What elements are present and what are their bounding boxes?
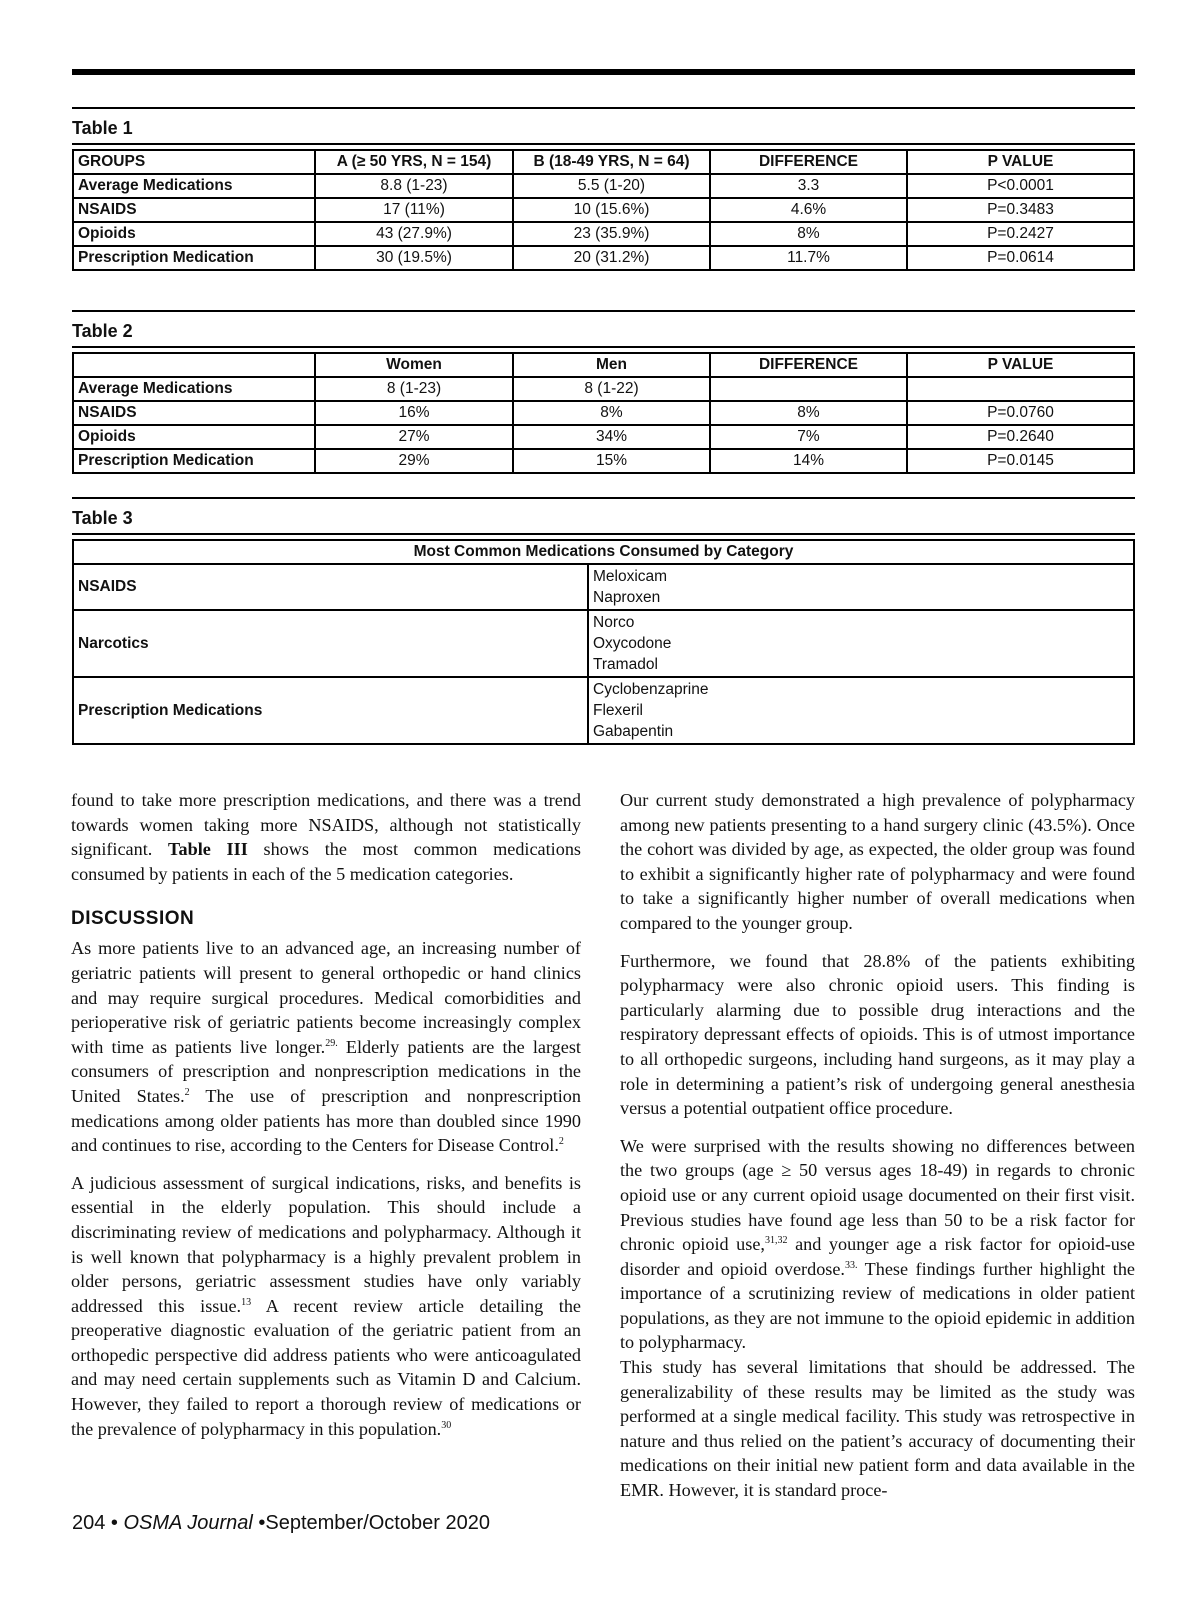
text: A recent review article detailing the preoperative diagnostic evaluation of the geriatric patient from an orthopedic perspective did address patients who were anticoagulated and may need certain supplements such as Vitamin D and Calcium. However, they failed to report a thorough review of medications or the prevalence of polypharmacy in this population. [71, 1295, 581, 1439]
citation: 33. [844, 1259, 858, 1271]
text: found to take more prescription medications, and there was a trend towards women taking more NSAIDS, although not statistically significant. [71, 790, 581, 860]
table-cell: P=0.0614 [907, 246, 1134, 270]
category-label: Prescription Medications [73, 677, 588, 744]
paragraph: Furthermore, we found that 28.8% of the patients exhibiting polypharmacy were also chronic opioid users. This finding is particularly alarming due to possible drug interactions and the respiratory depressant effects of opioids. This is of utmost importance to all orthopedic surgeons, including hand surgeons, as it may play a role in determining a patient’s risk of undergoing general anesthesia versus a potential outpatient office procedure. [620, 950, 1135, 1119]
column-header: B (18-49 YRS, N = 64) [513, 150, 710, 174]
table-2-grid [72, 352, 1135, 474]
citation: 2 [184, 1086, 190, 1098]
paragraph [71, 1171, 581, 1442]
paragraph [71, 936, 581, 1157]
table-1 [72, 107, 1135, 271]
table-cell: 17 (11%) [315, 198, 513, 222]
citation: 13 [241, 1296, 252, 1308]
right-column [620, 788, 1135, 1503]
category-label: Narcotics [73, 610, 588, 677]
table-row [73, 401, 1134, 425]
table-cell: 27% [315, 425, 513, 449]
paragraph: Our current study demonstrated a high prevalence of polypharmacy among new patients presenting to a hand surgery clinic (43.5%). Once the cohort was divided by age, as expected, the older group was found to exhibit a significantly higher rate of polypharmacy and were found to take a significantly higher number of overall medications when compared to the younger group. [620, 790, 1135, 933]
table-cell: 14% [710, 449, 907, 473]
table-row [73, 449, 1134, 473]
table-cell: 8% [513, 401, 710, 425]
text: shows the most common medications consumed by patients in each of the 5 medication categories. [71, 839, 581, 884]
table-cell: 15% [513, 449, 710, 473]
table-cell: P=0.2427 [907, 222, 1134, 246]
table-cell: 11.7% [710, 246, 907, 270]
table-cell: 8.8 (1-23) [315, 174, 513, 198]
row-label: NSAIDS [73, 198, 315, 222]
column-header: Men [513, 353, 710, 377]
table-cell: P=0.2640 [907, 425, 1134, 449]
citation: 30 [441, 1419, 452, 1431]
medication-name: Naproxen [593, 589, 661, 606]
medication-list [588, 610, 1134, 677]
table-row [73, 610, 1134, 677]
text: As more patients live to an advanced age, an increasing number of geriatric patients will present to general orthopedic or hand clinics and may require surgical procedures. Medical comorbidities and perioperative risk of geriatric patients become increasingly complex with time as patients live longer. [71, 938, 581, 1057]
table-cell: 10 (15.6%) [513, 198, 710, 222]
medication-name: Tramadol [593, 656, 658, 673]
row-label: Prescription Medication [73, 449, 315, 473]
table-cell: 8 (1-23) [315, 377, 513, 401]
page-number: 204 • [72, 1512, 124, 1534]
table-cell: 20 (31.2%) [513, 246, 710, 270]
medication-list [588, 677, 1134, 744]
table-row [73, 198, 1134, 222]
row-label: Average Medications [73, 377, 315, 401]
table-row [73, 425, 1134, 449]
table-cell: P=0.0760 [907, 401, 1134, 425]
table-row [73, 222, 1134, 246]
citation: 2 [558, 1136, 564, 1148]
table-row [73, 174, 1134, 198]
table-cell: P=0.0145 [907, 449, 1134, 473]
medication-name: Gabapentin [593, 723, 674, 740]
table-row [73, 677, 1134, 744]
table-row [73, 564, 1134, 610]
table-cell: 30 (19.5%) [315, 246, 513, 270]
table-cell: 16% [315, 401, 513, 425]
table-cell: 43 (27.9%) [315, 222, 513, 246]
table-cell: 5.5 (1-20) [513, 174, 710, 198]
medication-name: Meloxicam [593, 568, 668, 585]
text: The use of prescription and nonprescription medications among older patients has more than doubled since 1990 and continues to rise, according to the Centers for Disease Control. [71, 1085, 581, 1156]
table-cell: 3.3 [710, 174, 907, 198]
table-cell: 23 (35.9%) [513, 222, 710, 246]
table-3-header: Most Common Medications Consumed by Category [73, 540, 1134, 564]
table-cell [710, 377, 907, 401]
column-header: Women [315, 353, 513, 377]
column-header: DIFFERENCE [710, 353, 907, 377]
citation: 31,32 [764, 1235, 788, 1247]
issue-date: •September/October 2020 [252, 1512, 490, 1534]
table-row [73, 377, 1134, 401]
table-2 [72, 310, 1135, 474]
journal-name: OSMA Journal [123, 1512, 253, 1534]
table-cell: 34% [513, 425, 710, 449]
header-rule [72, 69, 1135, 75]
text: We were surprised with the results showing no differences between the two groups (age ≥ 50 versus ages 18-49) in regards to chronic opioid use or any current opioid usage documented on their first visit. Previous studies have found age less than 50 to be a risk factor for chronic opioid use, [620, 1135, 1135, 1255]
section-heading-discussion: DISCUSSION [71, 908, 195, 930]
table-cell: 29% [315, 449, 513, 473]
table-cell: P<0.0001 [907, 174, 1134, 198]
row-label: Average Medications [73, 174, 315, 198]
medication-name: Norco [593, 614, 635, 631]
table-cell: 8 (1-22) [513, 377, 710, 401]
column-header: P VALUE [907, 150, 1134, 174]
text: A judicious assessment of surgical indications, risks, and benefits is essential in the elderly population. This should include a discriminating review of medications and polypharmacy. Although it is well known that polypharmacy is a highly prevalent problem in older persons, geriatric assessment studies have only variably addressed this issue. [71, 1172, 581, 1316]
column-header: GROUPS [73, 150, 315, 174]
table-cell: 4.6% [710, 198, 907, 222]
table-cell: 8% [710, 401, 907, 425]
row-label: Opioids [73, 425, 315, 449]
paragraph: This study has several limitations that should be addressed. The generalizability of these results may be limited as the study was performed at a single medical facility. This study was retrospective in nature and thus relied on the patient’s accuracy of documenting their medications on their initial new patient form and data available in the EMR. However, it is standard proce- [620, 1357, 1135, 1501]
page-footer [72, 1512, 490, 1535]
medication-name: Flexeril [593, 702, 643, 719]
citation: 29. [325, 1037, 338, 1049]
medication-name: Oxycodone [593, 635, 672, 652]
medication-list [588, 564, 1134, 610]
table-3-grid [72, 539, 1135, 745]
table-cell [907, 377, 1134, 401]
row-label: Opioids [73, 222, 315, 246]
column-header: DIFFERENCE [710, 150, 907, 174]
paragraph [620, 1134, 1135, 1355]
table-3 [72, 497, 1135, 745]
table-row [73, 246, 1134, 270]
text: These findings further highlight the importance of a scrutinizing review of medications in older patient populations, as they are not immune to the opioid epidemic in addition to polypharmacy. [620, 1258, 1135, 1353]
table-cell: P=0.3483 [907, 198, 1134, 222]
table-cell: 7% [710, 425, 907, 449]
category-label: NSAIDS [73, 564, 588, 610]
text: Elderly patients are the largest consumers of prescription and nonprescription medications in the United States. [71, 1036, 581, 1106]
table-1-grid [72, 149, 1135, 271]
row-label: NSAIDS [73, 401, 315, 425]
table-2-caption: Table 2 [72, 321, 133, 341]
column-header: A (≥ 50 YRS, N = 154) [315, 150, 513, 174]
table-3-caption: Table 3 [72, 508, 133, 528]
table-reference: Table III [168, 839, 248, 860]
medication-name: Cyclobenzaprine [593, 681, 709, 698]
left-column [71, 788, 581, 1441]
table-cell: 8% [710, 222, 907, 246]
column-header [73, 353, 315, 377]
column-header: P VALUE [907, 353, 1134, 377]
row-label: Prescription Medication [73, 246, 315, 270]
table-1-caption: Table 1 [72, 118, 133, 138]
paragraph [71, 788, 581, 886]
text: and younger age a risk factor for opioid-use disorder and opioid overdose. [620, 1234, 1135, 1279]
